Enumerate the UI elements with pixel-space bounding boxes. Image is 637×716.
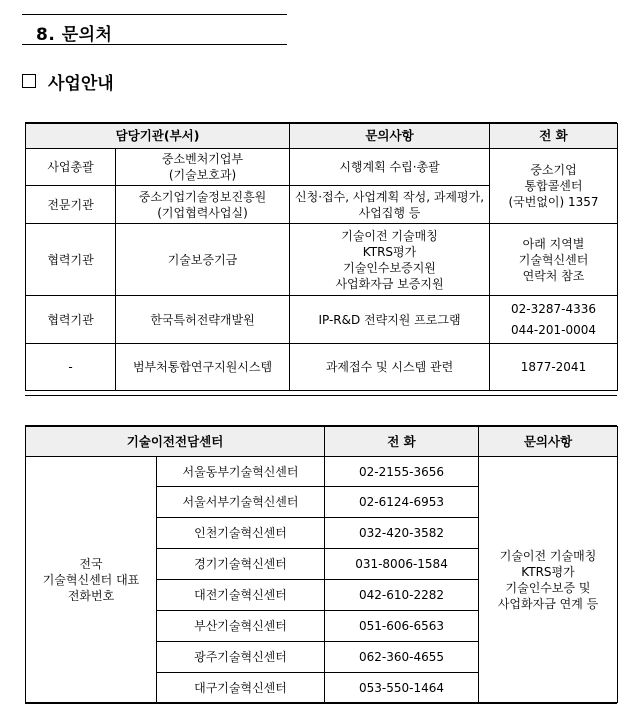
table-row [26, 224, 618, 296]
row-type: 협력기관 [26, 224, 116, 296]
header-phone: 전 화 [325, 427, 479, 457]
center-phone: 02-2155-3656 [325, 457, 479, 487]
row-phone: 아래 지역별 기술혁신센터 연락처 참조 [490, 224, 618, 296]
table-row [26, 344, 618, 391]
center-name: 인천기술혁신센터 [157, 518, 325, 549]
center-phone: 051-606-6563 [325, 611, 479, 642]
row-type: 협력기관 [26, 296, 116, 344]
center-inquiry-cell: 기술이전 기술매칭 KTRS평가 기술인수보증 및 사업화자금 연계 등 [479, 457, 618, 703]
header-inquiry: 문의사항 [290, 124, 490, 149]
header-agency: 담당기관(부서) [26, 124, 290, 149]
center-phone: 053-550-1464 [325, 673, 479, 703]
center-name: 서울서부기술혁신센터 [157, 487, 325, 518]
center-name: 광주기술혁신센터 [157, 642, 325, 673]
row-org: 중소벤처기업부 (기술보호과) [116, 149, 290, 186]
row-phone: 02-3287-4336 044-201-0004 [490, 296, 618, 344]
center-table [25, 426, 618, 703]
row-type: 전문기관 [26, 186, 116, 224]
row-inquiry: 신청·접수, 사업계획 작성, 과제평가, 사업집행 등 [290, 186, 490, 224]
group-label-cell: 전국 기술혁신센터 대표 전화번호 [26, 457, 157, 703]
row-inquiry: 기술이전 기술매칭 KTRS평가 기술인수보증지원 사업화자금 보증지원 [290, 224, 490, 296]
center-name: 대전기술혁신센터 [157, 580, 325, 611]
section-title-text: 8. 문의처 [36, 25, 113, 45]
center-name: 부산기술혁신센터 [157, 611, 325, 642]
table-header-row [26, 124, 618, 149]
header-center: 기술이전전담센터 [26, 427, 325, 457]
contact-table [25, 123, 618, 391]
row-inquiry: IP-R&D 전략지원 프로그램 [290, 296, 490, 344]
subsection-title [22, 68, 114, 94]
row-org: 기술보증기금 [116, 224, 290, 296]
center-phone: 031-8006-1584 [325, 549, 479, 580]
header-phone: 전 화 [490, 124, 618, 149]
center-name: 서울동부기술혁신센터 [157, 457, 325, 487]
center-phone: 062-360-4655 [325, 642, 479, 673]
center-phone: 02-6124-6953 [325, 487, 479, 518]
table-row [26, 149, 618, 186]
table-row [26, 457, 618, 487]
square-bullet-icon [22, 74, 36, 88]
table-row [26, 296, 618, 344]
row-org: 중소기업기술정보진흥원 (기업협력사업실) [116, 186, 290, 224]
header-inquiry: 문의사항 [479, 427, 618, 457]
row-type: - [26, 344, 116, 391]
row-inquiry: 과제접수 및 시스템 관련 [290, 344, 490, 391]
center-name: 경기기술혁신센터 [157, 549, 325, 580]
row-org: 한국특허전략개발원 [116, 296, 290, 344]
row-inquiry: 시행계획 수립·총괄 [290, 149, 490, 186]
merged-phone-cell: 중소기업 통합콜센터 (국번없이) 1357 [490, 149, 618, 224]
section-title [22, 14, 287, 45]
center-phone: 032-420-3582 [325, 518, 479, 549]
center-phone: 042-610-2282 [325, 580, 479, 611]
table-header-row [26, 427, 618, 457]
row-type: 사업총괄 [26, 149, 116, 186]
subsection-title-text: 사업안내 [48, 73, 114, 94]
row-phone: 1877-2041 [490, 344, 618, 391]
row-org: 범부처통합연구지원시스템 [116, 344, 290, 391]
center-name: 대구기술혁신센터 [157, 673, 325, 703]
